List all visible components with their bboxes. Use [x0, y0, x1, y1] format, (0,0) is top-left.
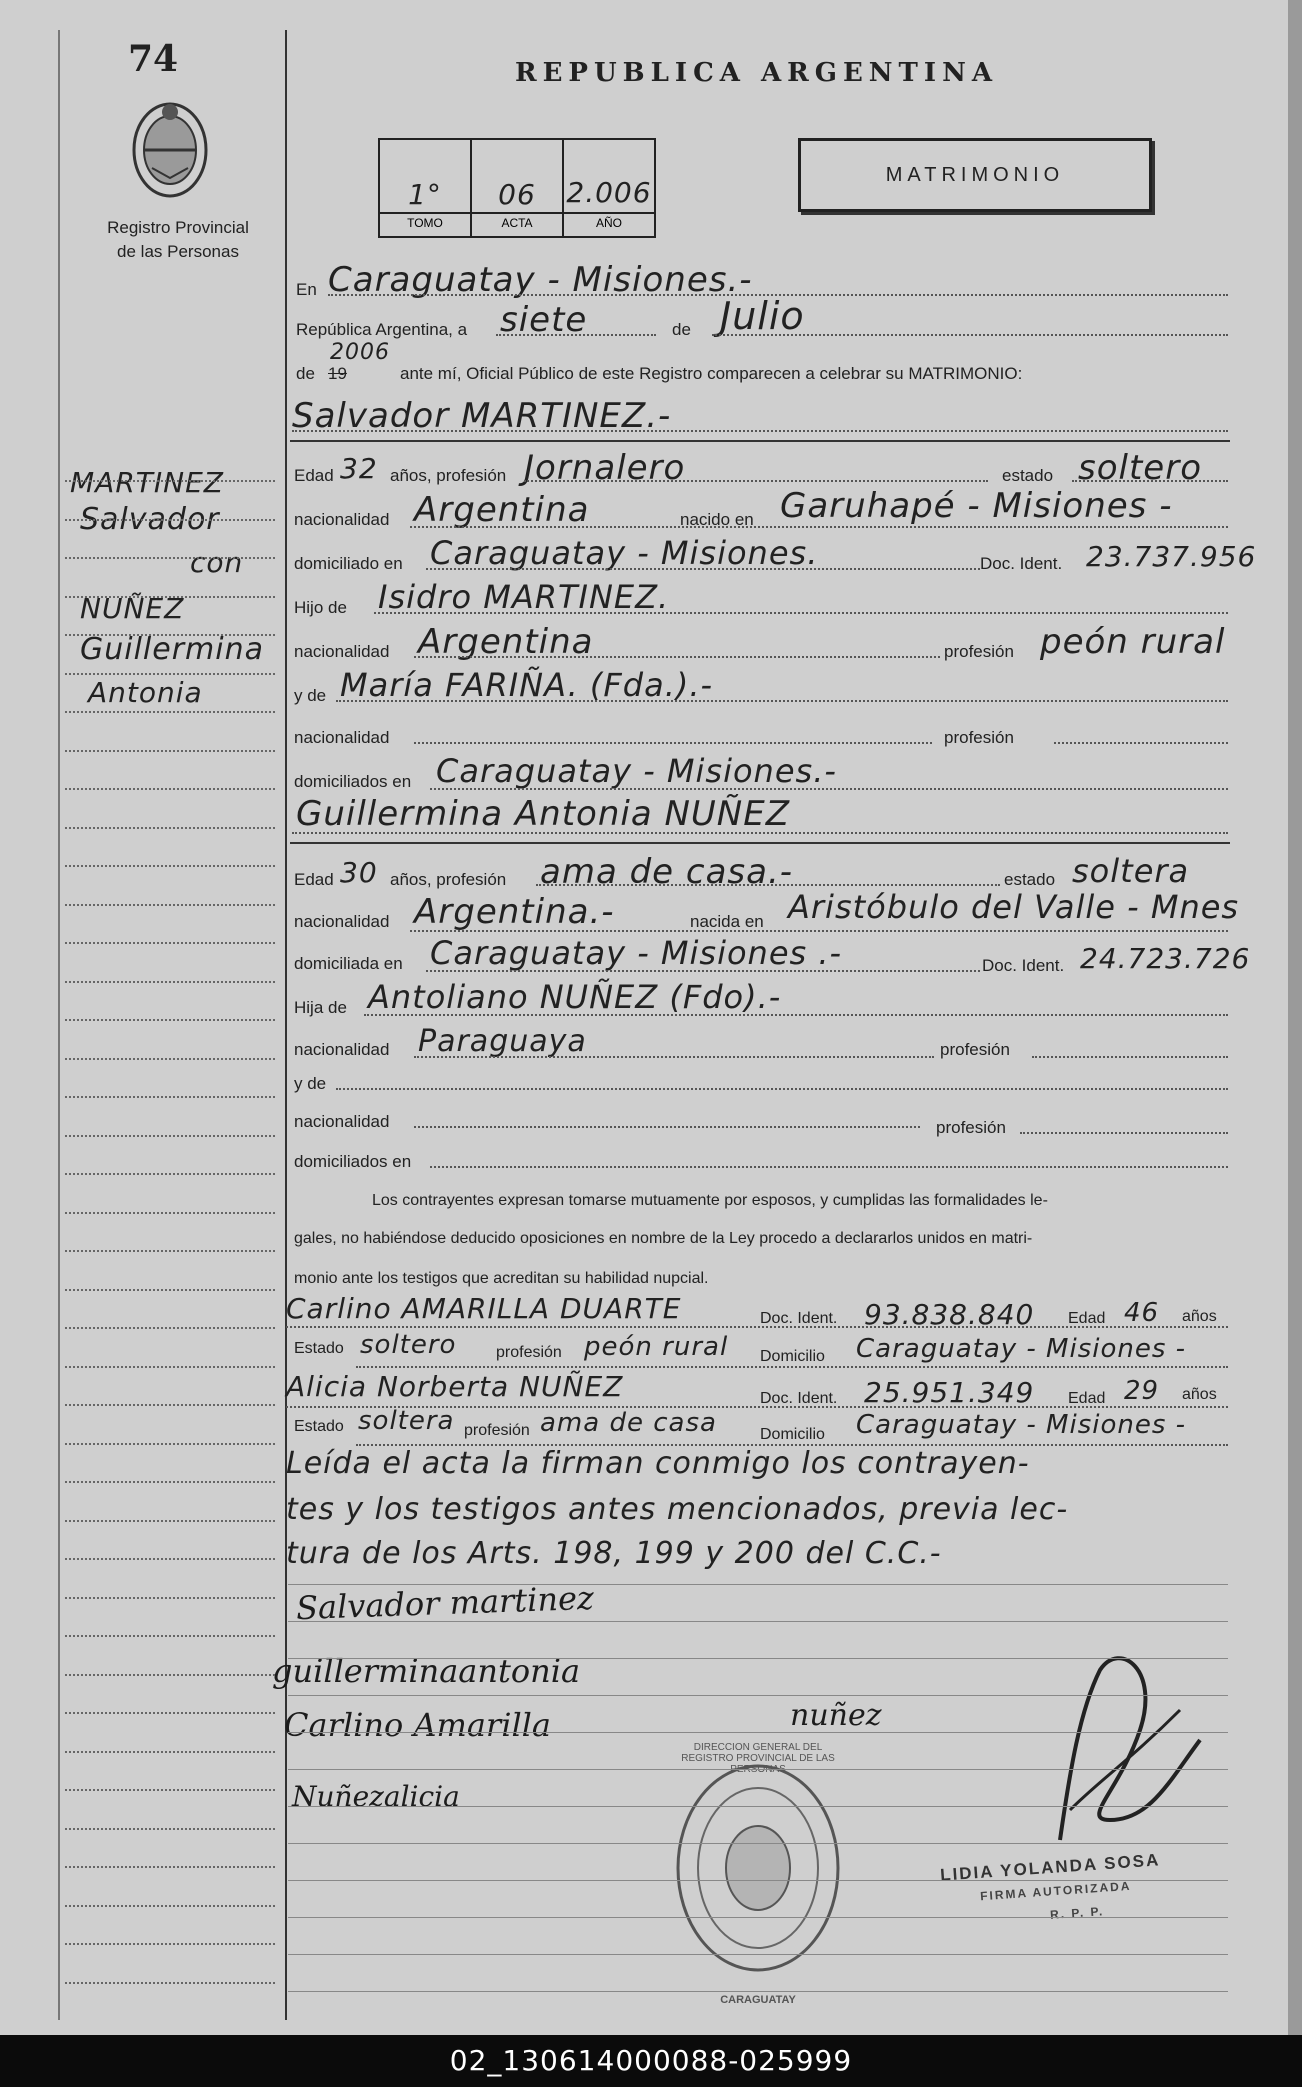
witness2-profesion-label: profesión — [464, 1422, 530, 1439]
groom-estado-label: estado — [1002, 466, 1054, 485]
groom-profession: Jornalero — [524, 448, 686, 488]
witness2-domicilio-label: Domicilio — [760, 1426, 825, 1443]
bride-age: 30 — [340, 856, 378, 889]
page-edge — [1288, 0, 1302, 2035]
margin-ruled-line — [65, 1173, 275, 1175]
bride-estado-label: estado — [1004, 870, 1056, 889]
bride-mother-prof-label: profesión — [936, 1118, 1006, 1137]
ruled-line — [288, 1584, 1228, 1585]
signature-witness1: Carlino Amarilla — [284, 1706, 551, 1744]
declaration-line1: Los contrayentes expresan tomarse mutuamente por esposos, y cumplidas las formalidades le- — [372, 1192, 1048, 1209]
margin-ruled-line — [65, 1289, 275, 1291]
seal-text: DIRECCION GENERAL DEL REGISTRO PROVINCIAL DE LAS PERSONAS — [681, 1742, 835, 1775]
marriage-place: Caraguatay - Misiones.- — [328, 260, 753, 300]
ruled-line — [288, 1732, 1228, 1733]
groom-name: Salvador MARTINEZ.- — [292, 396, 672, 436]
margin-ruled-line — [65, 750, 275, 752]
groom-age: 32 — [340, 452, 378, 485]
record-type: MATRIMONIO — [885, 163, 1065, 186]
margin-ruled-line — [65, 596, 275, 598]
official-seal-icon — [672, 1760, 844, 1976]
groom-domiciliado-label: domiciliado en — [294, 554, 403, 573]
groom-nacionalidad-label: nacionalidad — [294, 510, 390, 529]
witness2-profession: ama de casa — [540, 1408, 717, 1438]
bride-doc: 24.723.726 — [1080, 942, 1251, 975]
witness1-name: Carlino AMARILLA DUARTE — [286, 1292, 682, 1325]
ruled-line — [288, 1991, 1228, 1992]
margin-ruled-line — [65, 711, 275, 713]
acta-label: ACTA — [472, 212, 562, 230]
groom-domicile: Caraguatay - Misiones. — [430, 534, 819, 572]
closing-line1: Leída el acta la firman conmigo los contrayen- — [286, 1446, 1030, 1481]
ano-label: AÑO — [564, 212, 654, 230]
marriage-year: 2006 — [330, 340, 390, 365]
witness1-estado-label: Estado — [294, 1340, 344, 1357]
margin-ruled-line — [65, 673, 275, 675]
declaration-line3: monio ante los testigos que acreditan su habilidad nupcial. — [294, 1270, 709, 1287]
margin-ruled-line — [65, 1250, 275, 1252]
tomo-label: TOMO — [380, 212, 470, 230]
bride-nacionalidad-label: nacionalidad — [294, 912, 390, 931]
ruled-line — [288, 1658, 1228, 1659]
bride-edad-label: Edad — [294, 870, 334, 889]
ruled-line — [288, 1880, 1228, 1881]
witness1-estado: soltero — [360, 1330, 457, 1360]
closing-line3: tura de los Arts. 198, 199 y 200 del C.C.- — [286, 1536, 942, 1571]
margin-name-4: NUÑEZ — [80, 592, 185, 625]
file-id-bar — [0, 2035, 1302, 2087]
ruled-line — [288, 1769, 1228, 1770]
bride-mother-nac-label: nacionalidad — [294, 1112, 390, 1131]
coat-of-arms-icon — [128, 98, 212, 202]
witness2-name: Alicia Norberta NUÑEZ — [286, 1370, 624, 1403]
margin-ruled-line — [65, 1905, 275, 1907]
groom-father-nationality: Argentina — [418, 622, 594, 662]
bride-father-prof-label: profesión — [940, 1040, 1010, 1059]
margin-ruled-line — [65, 1674, 275, 1676]
groom-edad-label: Edad — [294, 466, 334, 485]
bride-domiciliada-label: domiciliada en — [294, 954, 403, 973]
bride-doc-label: Doc. Ident. — [982, 956, 1065, 975]
closing-line2: tes y los testigos antes mencionados, previa lec- — [286, 1492, 1069, 1527]
groom-mother-nac-label: nacionalidad — [294, 728, 390, 747]
ruled-line — [288, 1621, 1228, 1622]
witness2-domicile: Caraguatay - Misiones - — [856, 1410, 1187, 1440]
margin-ruled-line — [65, 1019, 275, 1021]
margin-ruled-line — [65, 519, 275, 521]
margin-ruled-line — [65, 480, 275, 482]
marriage-day: siete — [500, 300, 588, 340]
margin-ruled-line — [65, 1789, 275, 1791]
ruled-line — [288, 1954, 1228, 1955]
witness2-doc-label: Doc. Ident. — [760, 1390, 838, 1407]
ruled-line — [288, 1843, 1228, 1844]
signature-groom: Salvador martinez — [295, 1578, 595, 1628]
signature-bride-surname: nuñez — [790, 1698, 882, 1733]
signature-bride: guillerminaantonia — [272, 1652, 581, 1690]
bride-profesion-label: años, profesión — [390, 870, 507, 889]
ruled-line — [288, 1917, 1228, 1918]
groom-parents-domicile: Caraguatay - Misiones.- — [436, 752, 837, 790]
bride-name: Guillermina Antonia NUÑEZ — [296, 794, 790, 834]
margin-ruled-line — [65, 557, 275, 559]
witness1-profesion-label: profesión — [496, 1344, 562, 1361]
margin-ruled-line — [65, 1520, 275, 1522]
margin-ruled-line — [65, 634, 275, 636]
bride-hija-label: Hija de — [294, 998, 347, 1017]
year-struck: 19 — [328, 364, 347, 383]
witness2-edad-label: Edad — [1068, 1390, 1106, 1407]
groom-profesion-label: años, profesión — [390, 466, 507, 485]
ano-value: 2.006 — [566, 176, 652, 209]
groom-father-profession: peón rural — [1040, 622, 1226, 662]
republica-label: República Argentina, a — [296, 320, 468, 339]
bride-father-nac-label: nacionalidad — [294, 1040, 390, 1059]
margin-ruled-line — [65, 788, 275, 790]
margin-ruled-line — [65, 1443, 275, 1445]
acta-value: 06 — [498, 178, 536, 211]
margin-ruled-line — [65, 1212, 275, 1214]
signature-witness2: Nuñezalicia — [292, 1780, 460, 1813]
margin-ruled-line — [65, 942, 275, 944]
margin-ruled-line — [65, 1366, 275, 1368]
margin-ruled-line — [65, 981, 275, 983]
page-number: 74 — [128, 38, 179, 80]
year-de-label: de — [296, 364, 315, 383]
declaration-line2: gales, no habiéndose deducido oposiciones en nombre de la Ley procedo a declararlos unidos en matri- — [294, 1230, 1033, 1247]
groom-nationality: Argentina — [414, 490, 590, 530]
margin-ruled-line — [65, 1635, 275, 1637]
margin-name-2: Salvador — [80, 502, 220, 537]
margin-ruled-line — [65, 1481, 275, 1483]
tomo-value: 1° — [408, 178, 442, 211]
margin-ruled-line — [65, 1712, 275, 1714]
bride-father: Antoliano NUÑEZ (Fdo).- — [368, 978, 782, 1016]
witness1-domicile: Caraguatay - Misiones - — [856, 1334, 1187, 1364]
bride-birthplace: Aristóbulo del Valle - Mnes — [788, 888, 1240, 926]
en-label: En — [296, 280, 317, 299]
groom-estado: soltero — [1078, 448, 1202, 488]
record-number-box — [378, 138, 656, 238]
groom-hijo-label: Hijo de — [294, 598, 347, 617]
groom-birthplace: Garuhapé - Misiones - — [780, 486, 1173, 526]
bride-domiciliados-label: domiciliados en — [294, 1152, 412, 1171]
acta-cell — [472, 140, 564, 236]
witness1-doc-label: Doc. Ident. — [760, 1310, 838, 1327]
ruled-line — [288, 1806, 1228, 1807]
registry-name-line2: de las Personas — [117, 242, 239, 261]
tomo-cell — [380, 140, 472, 236]
margin-ruled-line — [65, 1404, 275, 1406]
witness2-anos-label: años — [1182, 1386, 1217, 1403]
witness1-anos-label: años — [1182, 1308, 1217, 1325]
margin-name-3: con — [190, 546, 244, 579]
bride-nacida-label: nacida en — [690, 912, 764, 931]
country-title: REPUBLICA ARGENTINA — [515, 58, 999, 88]
bride-y-de-label: y de — [294, 1074, 327, 1093]
official-signature-icon — [1040, 1650, 1210, 1850]
bride-estado: soltera — [1072, 852, 1190, 890]
margin-ruled-line — [65, 1751, 275, 1753]
ano-cell — [564, 140, 654, 236]
margin-ruled-line — [65, 1327, 275, 1329]
margin-ruled-line — [65, 1866, 275, 1868]
witness1-edad-label: Edad — [1068, 1310, 1106, 1327]
official-name: LIDIA YOLANDA SOSA — [939, 1850, 1161, 1885]
file-id: 02_130614000088-025999 — [449, 2044, 853, 2077]
witness1-doc: 93.838.840 — [864, 1298, 1035, 1331]
margin-ruled-line — [65, 1597, 275, 1599]
registry-name-line1: Registro Provincial — [107, 218, 249, 237]
groom-mother: María FARIÑA. (Fda.).- — [340, 666, 714, 704]
bride-domicile: Caraguatay - Misiones .- — [430, 934, 843, 972]
intro-text: ante mí, Oficial Público de este Registro comparecen a celebrar su MATRIMONIO: — [400, 364, 1023, 383]
witness1-profession: peón rural — [584, 1332, 729, 1362]
groom-mother-prof-label: profesión — [944, 728, 1014, 747]
bride-nationality: Argentina.- — [414, 892, 615, 932]
record-type-box — [798, 138, 1152, 212]
ruled-line — [288, 1695, 1228, 1696]
groom-father: Isidro MARTINEZ. — [378, 578, 670, 616]
groom-nacido-label: nacido en — [680, 510, 754, 529]
witness2-estado-label: Estado — [294, 1418, 344, 1435]
margin-ruled-line — [65, 1058, 275, 1060]
witness1-age: 46 — [1124, 1298, 1160, 1328]
witness2-estado: soltera — [358, 1406, 455, 1436]
groom-doc-label: Doc. Ident. — [980, 554, 1063, 573]
bride-profession: ama de casa.- — [540, 852, 794, 892]
margin-name-1: MARTINEZ — [70, 466, 224, 499]
margin-ruled-line — [65, 1982, 275, 1984]
margin-ruled-line — [65, 1943, 275, 1945]
marriage-month: Julio — [720, 294, 805, 338]
groom-father-nac-label: nacionalidad — [294, 642, 390, 661]
seal-location: CARAGUATAY — [720, 1994, 796, 2006]
official-title: FIRMA AUTORIZADA — [979, 1878, 1132, 1904]
witness2-doc: 25.951.349 — [864, 1376, 1035, 1409]
margin-name-5: Guillermina — [80, 632, 265, 667]
groom-doc: 23.737.956 — [1086, 540, 1257, 573]
margin-ruled-line — [65, 865, 275, 867]
witness1-domicilio-label: Domicilio — [760, 1348, 825, 1365]
witness2-age: 29 — [1124, 1376, 1160, 1406]
margin-name-6: Antonia — [88, 676, 203, 709]
month-de-label: de — [672, 320, 691, 339]
margin-ruled-line — [65, 1558, 275, 1560]
margin-ruled-line — [65, 1828, 275, 1830]
groom-father-prof-label: profesión — [944, 642, 1014, 661]
official-org: R. P. P. — [1049, 1904, 1105, 1922]
groom-y-de-label: y de — [294, 686, 327, 705]
bride-father-nationality: Paraguaya — [418, 1024, 587, 1059]
margin-ruled-line — [65, 827, 275, 829]
margin-ruled-line — [65, 904, 275, 906]
margin-ruled-line — [65, 1096, 275, 1098]
margin-ruled-line — [65, 1135, 275, 1137]
groom-domiciliados-label: domiciliados en — [294, 772, 412, 791]
